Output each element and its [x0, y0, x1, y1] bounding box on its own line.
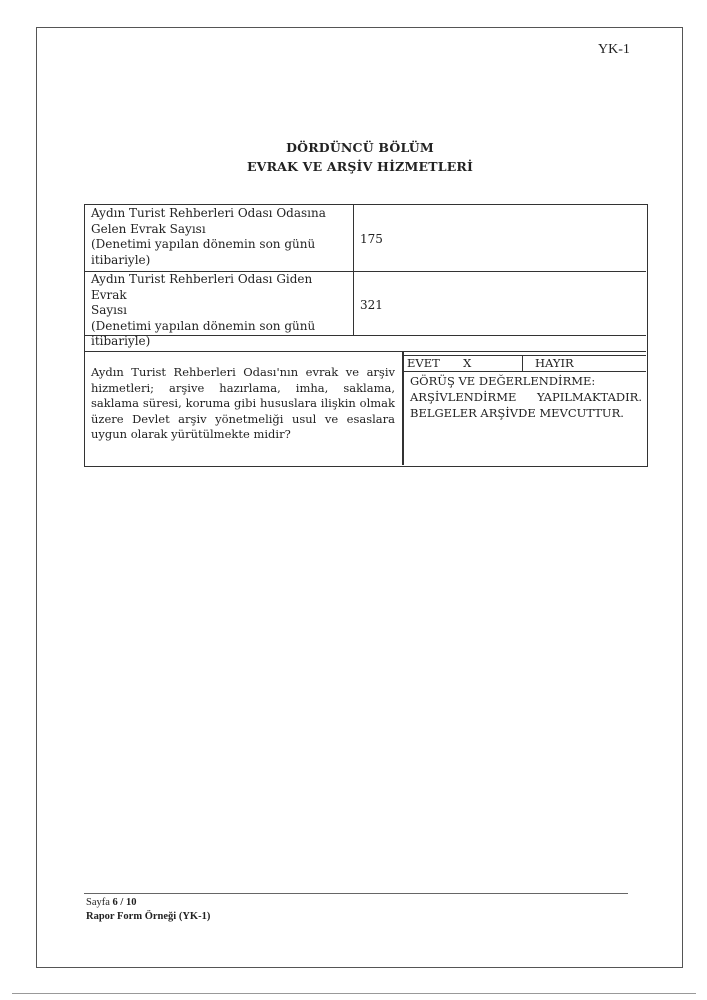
label-line: (Denetimi yapılan dönemin son günü: [91, 237, 316, 251]
table-column-divider: [402, 352, 404, 465]
form-name: Rapor Form Örneği (YK-1): [86, 910, 211, 922]
page-number: [86, 896, 210, 910]
archive-compliance-question: Aydın Turist Rehberleri Odası'nın evrak ve arşiv hizmetleri; arşive hazırlama, imha, saklama, saklama süresi, koruma gibi hususlara ilişkin olmak üzere Devlet arşiv yönetmeliği usul ve esaslara uygun olarak yürütülmekte midir?: [91, 365, 395, 441]
answer-grid-line: [522, 355, 523, 371]
footer-divider: [84, 893, 628, 894]
findings-block: [410, 373, 642, 421]
label-line: (Denetimi yapılan dönemin son günü: [91, 318, 316, 333]
section-title: DÖRDÜNCÜ BÖLÜM: [286, 140, 434, 155]
label-line: itibariyle): [91, 252, 151, 267]
document-code: YK-1: [598, 42, 630, 57]
section-subtitle: EVRAK VE ARŞİV HİZMETLERİ: [246, 159, 474, 174]
label-line: itibariyle): [91, 334, 151, 348]
findings-line: [410, 389, 642, 405]
answer-yes: [407, 356, 471, 370]
findings-text: YAPILMAKTADIR.: [536, 390, 642, 404]
label-line: Aydın Turist Rehberleri Odası Giden Evrak: [91, 272, 313, 302]
label-line: Sayısı: [91, 303, 127, 317]
table-column-divider: [353, 205, 354, 336]
table-row-label: [91, 206, 349, 268]
page-footer: [86, 896, 210, 923]
outgoing-document-count: 321: [360, 298, 383, 312]
answer-no-label: HAYIR: [535, 356, 574, 370]
label-line: Gelen Evrak Sayısı: [91, 221, 206, 236]
page-edge-line: [12, 993, 696, 994]
answer-yes-mark: X: [463, 356, 472, 370]
page-prefix: Sayfa: [86, 897, 110, 908]
answer-yes-label: EVET: [407, 356, 440, 370]
archive-info-table: [84, 204, 648, 467]
table-row-label: [91, 272, 349, 350]
findings-title: GÖRÜŞ VE DEĞERLENDİRME:: [410, 374, 596, 388]
incoming-document-count: 175: [360, 232, 383, 246]
findings-text: ARŞİVLENDİRME: [410, 390, 517, 404]
section-heading: [240, 138, 480, 176]
label-line: Aydın Turist Rehberleri Odası Odasına: [91, 206, 326, 220]
page-count: 6 / 10: [112, 897, 137, 908]
findings-line: BELGELER ARŞİVDE MEVCUTTUR.: [410, 406, 624, 420]
table-row-divider: [85, 351, 646, 352]
answer-grid-line: [403, 371, 646, 372]
